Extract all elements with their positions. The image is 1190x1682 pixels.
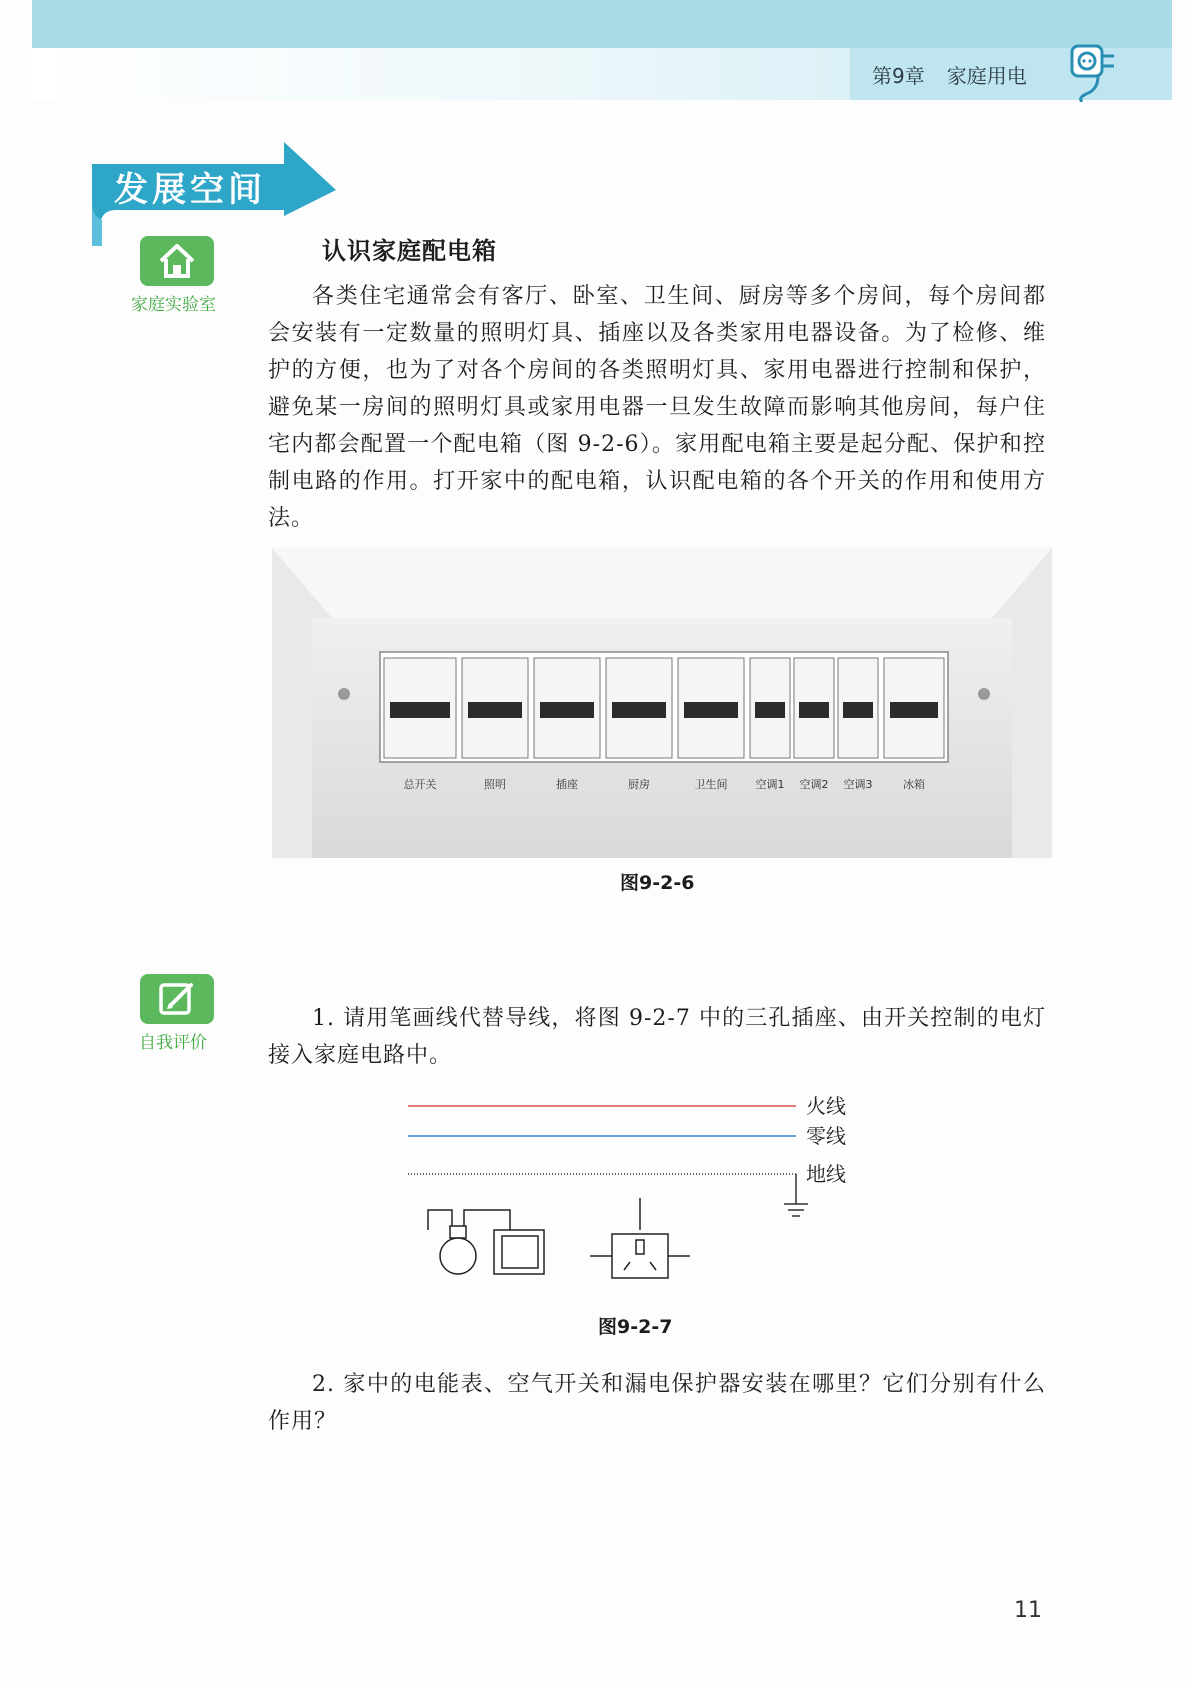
ground-wire-label: 地线 [806, 1162, 846, 1186]
breaker-label-lighting: 照明 [484, 778, 506, 791]
self-eval-label: 自我评价 [139, 1033, 207, 1053]
breaker-label-main: 总开关 [403, 778, 437, 791]
wall-switch [494, 1230, 544, 1274]
chapter-name: 家庭用电 [946, 63, 1027, 88]
live-wire-label: 火线 [806, 1094, 846, 1118]
lab-heading: 认识家庭配电箱 [322, 237, 497, 265]
chapter-number: 第9章 [872, 63, 925, 88]
neutral-wire-label: 零线 [806, 1124, 846, 1148]
figure-927-caption: 图9-2-7 [598, 1316, 673, 1338]
figure-926-caption: 图9-2-6 [620, 872, 695, 894]
circuit-diagram [400, 1080, 880, 1300]
breaker-label-fridge: 冰箱 [903, 778, 925, 791]
question-1: 1. 请用笔画线代替导线，将图 9-2-7 中的三孔插座、由开关控制的电灯接入家庭电路中。 [268, 1006, 1046, 1068]
chapter-tab [850, 48, 1172, 100]
home-lab-label: 家庭实验室 [131, 295, 216, 315]
breaker-row [384, 658, 944, 758]
header-top-band [32, 0, 1172, 48]
question-2: 2. 家中的电能表、空气开关和漏电保护器安装在哪里？它们分别有什么作用？ [268, 1372, 1046, 1434]
self-eval-badge [140, 974, 214, 1024]
breaker-label-ac1: 空调1 [755, 778, 785, 791]
breaker-label-ac2: 空调2 [799, 778, 829, 791]
plug-icon [1068, 42, 1120, 102]
three-hole-socket [590, 1198, 690, 1278]
section-title: 发展空间 [114, 170, 266, 210]
page-number: 11 [1014, 1598, 1042, 1623]
breaker-label-socket: 插座 [556, 778, 578, 791]
ground-symbol [784, 1174, 808, 1216]
lab-paragraph: 各类住宅通常会有客厅、卧室、卫生间、厨房等多个房间，每个房间都会安装有一定数量的照明灯具、插座以及各类家用电器设备。为了检修、维护的方便，也为了对各个房间的各类照明灯具、家用电器进行控制和保护，避免某一房间的照明灯具或家用电器一旦发生故障而影响其他房间，每户住宅内都会配置一个配电箱（图 9-2-6）。家用配电箱主要是起分配、保护和控制电路的作用。打开家中的配电箱，认识配电箱的各个开关的作用和使用方法。 [268, 284, 1046, 531]
breaker-label-ac3: 空调3 [843, 778, 873, 791]
distribution-box-photo [272, 548, 1052, 858]
house-icon [155, 241, 199, 281]
breaker-label-bathroom: 卫生间 [694, 778, 728, 791]
home-lab-badge [140, 236, 214, 286]
breaker-label-kitchen: 厨房 [628, 778, 650, 791]
edit-icon [155, 979, 199, 1019]
